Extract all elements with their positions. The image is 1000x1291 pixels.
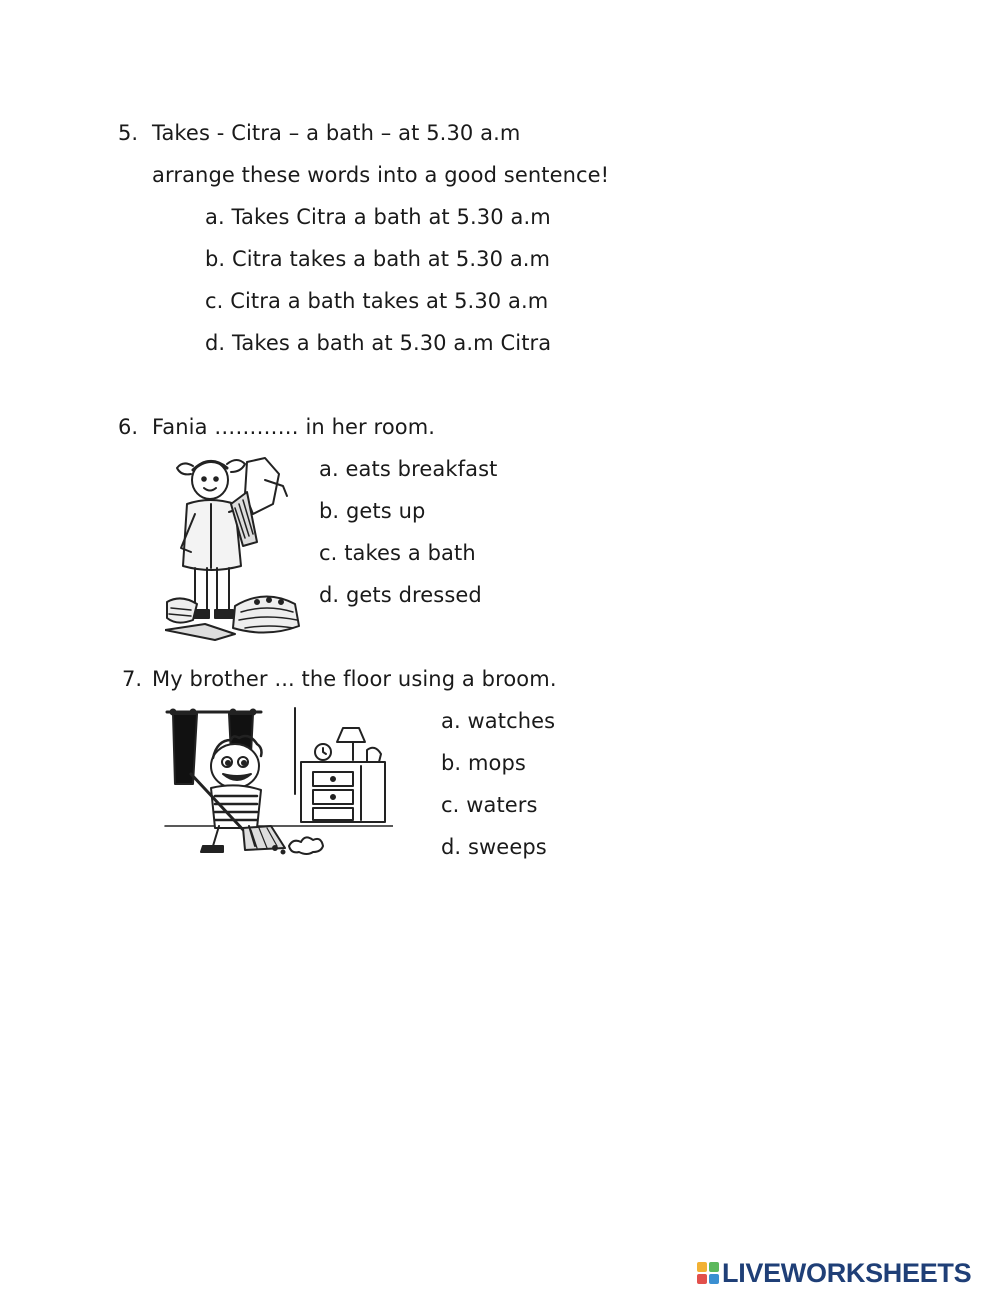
question-5-option-c[interactable]: c. Citra a bath takes at 5.30 a.m [205, 289, 549, 313]
boy-sweeping-floor-illustration [163, 706, 393, 856]
question-7-prompt: My brother ... the floor using a broom. [152, 667, 557, 691]
question-5-option-b[interactable]: b. Citra takes a bath at 5.30 a.m [205, 247, 551, 271]
question-5-option-d[interactable]: d. Takes a bath at 5.30 a.m Citra [205, 331, 552, 355]
girl-getting-dressed-illustration [165, 452, 307, 642]
question-5-instruction: arrange these words into a good sentence! [152, 163, 610, 187]
question-7-option-d[interactable]: d. sweeps [441, 835, 547, 859]
logo-square-icon [697, 1262, 707, 1272]
liveworksheets-brand: LIVEWORKSHEETS [722, 1257, 972, 1288]
question-7-number: 7. [122, 667, 143, 691]
question-6-option-d[interactable]: d. gets dressed [319, 583, 482, 607]
question-7-option-b[interactable]: b. mops [441, 751, 526, 775]
liveworksheets-logo-icon [697, 1262, 719, 1284]
question-5-number: 5. [118, 121, 139, 145]
question-5-prompt: Takes - Citra – a bath – at 5.30 a.m [152, 121, 521, 145]
question-7-option-a[interactable]: a. watches [441, 709, 556, 733]
question-6-option-a[interactable]: a. eats breakfast [319, 457, 498, 481]
logo-square-icon [697, 1274, 707, 1284]
question-6-number: 6. [118, 415, 139, 439]
logo-square-icon [709, 1262, 719, 1272]
question-6-option-c[interactable]: c. takes a bath [319, 541, 476, 565]
question-7-option-c[interactable]: c. waters [441, 793, 538, 817]
question-5-option-a[interactable]: a. Takes Citra a bath at 5.30 a.m [205, 205, 551, 229]
liveworksheets-logo[interactable] [697, 1255, 997, 1291]
question-6-option-b[interactable]: b. gets up [319, 499, 426, 523]
logo-square-icon [709, 1274, 719, 1284]
question-6-prompt: Fania ………… in her room. [152, 415, 436, 439]
